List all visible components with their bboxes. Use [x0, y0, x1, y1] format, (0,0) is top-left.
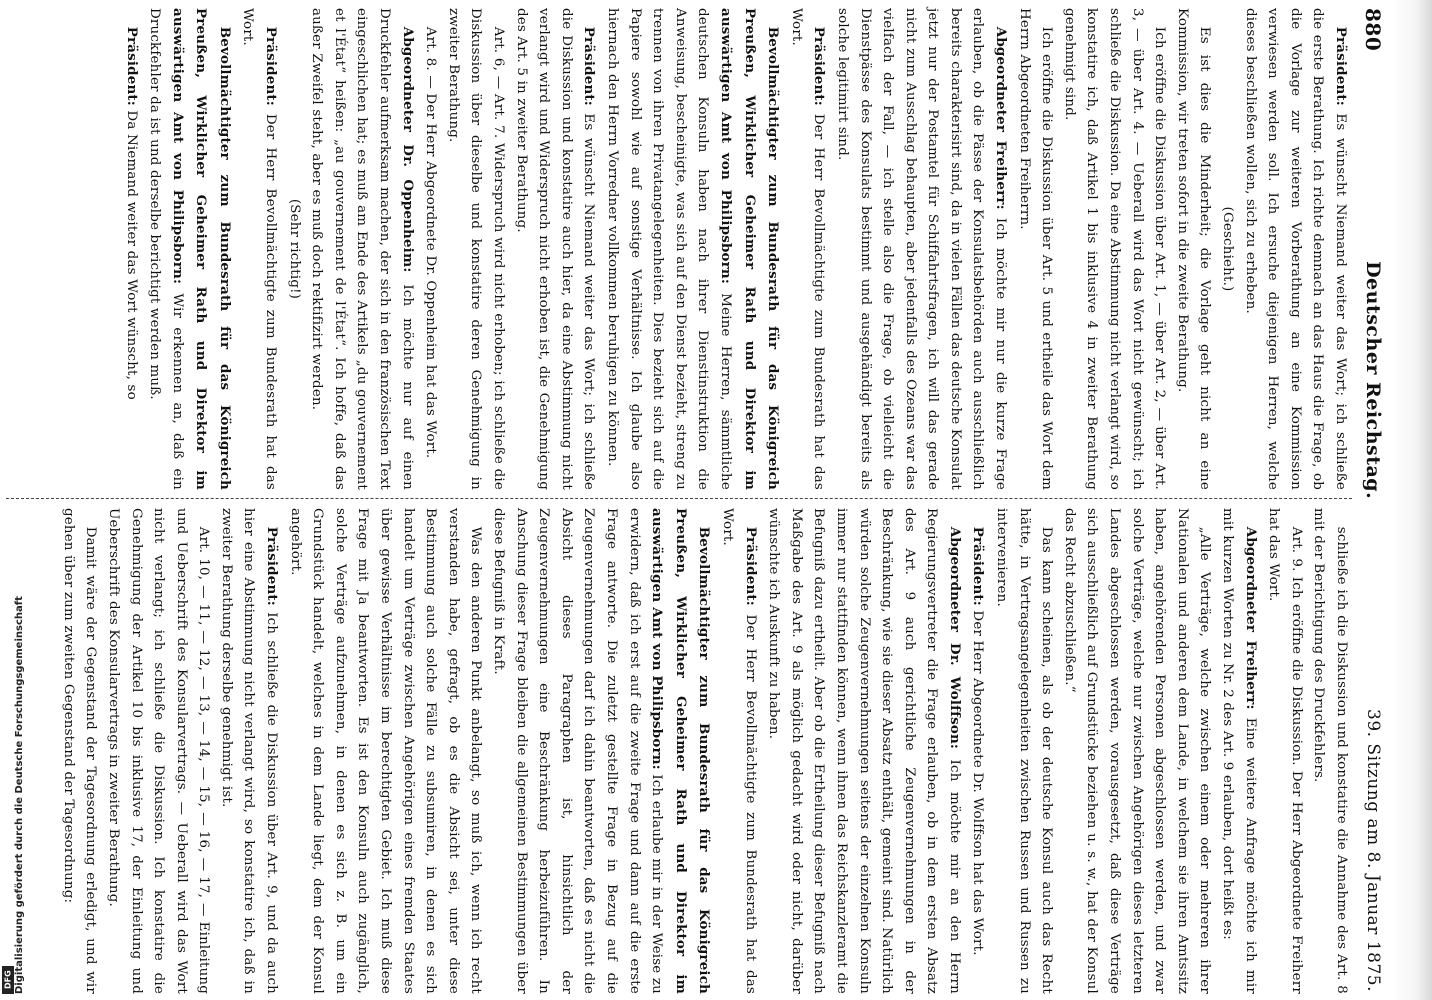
paragraph: [715, 508, 761, 994]
paragraph-text: Der Herr Bevollmächtigte zum Bundesrath hat das Wort.: [240, 8, 279, 490]
paragraph-text: Der Herr Bevollmächtigte zum Bundesrath hat das Wort.: [788, 8, 827, 490]
paragraph: [214, 508, 283, 994]
paragraph: [1170, 8, 1215, 490]
paragraph: [509, 8, 600, 490]
paragraph: [143, 8, 236, 490]
paragraph-text: Damit wäre der Gegenstand der Tagesordnung erledigt, und wir gehen über zum zweiten Gegenstand der Tagesordnung:: [60, 508, 99, 994]
speaker-name: Präsident:: [970, 526, 987, 606]
paragraph: [990, 508, 1058, 994]
speaker-name: Abgeordneter Freiherr:: [1242, 526, 1259, 710]
paragraph: [1057, 8, 1170, 490]
paragraph: [1215, 508, 1261, 994]
speaker-name: Präsident:: [264, 526, 281, 606]
scan-edge-shadow: [1392, 0, 1432, 1000]
paragraph: [1012, 8, 1057, 490]
paragraph: [283, 508, 486, 994]
paragraph-text: Art. 6, — Art. 7. Widerspruch wird nicht erhoben; ich schließe die Diskussion über dieselbe und konstatire deren Genehmigung in zweiter Berathung.: [445, 8, 507, 490]
quoted-passage: „Alle Verträge, welche zwischen einem oder mehreren ihrer Nationalen und anderen dem Lande, in welchem sie ihren Amtssitz haben, angehörenden Personen abgeschlossen werden, und zwar solche Verträge, welche nur zwischen Angehörigen dieses letzteren Landes abgeschlossen werden, vorausgesetzt, daß diese Verträge sich ausschließlich auf Grundstücke beziehen u. s. w., hat der Konsul das Recht abzuschließen.“: [1061, 508, 1213, 994]
speaker-name: Präsident:: [742, 526, 759, 606]
paragraph: [1238, 8, 1352, 490]
session-date: 39. Sitzung am 8. Januar 1875.: [1363, 709, 1383, 992]
speaker-name: Bevollmächtigter zum Bundesrath für das Königreich Preußen, Wirklicher Geheimer Rath und Direktor im auswärtigen Amt von Philipsborn:: [717, 8, 782, 490]
page-number: 880: [1361, 8, 1385, 52]
paragraph-text: Der Herr Bevollmächtigte zum Bundesrath hat das Wort.: [719, 508, 758, 994]
paragraph-text: Ich möchte mir nur die kurze Frage erlauben, ob die Pässe der Konsulatsbehörden auch ausschließlich bereits charakterisirt sind, da in vielen Fällen das deutsche Konsulat jetzt nur der Postamtel für Schiffahrtsfragen, ich will das gerade nicht zum Ausschlag behaupten, aber jedenfalls des Ozeans war das vielfach der Fall, — ich stelle also die Frage, ob vielleicht die Dienstpässe des Konsulats bestimmt und ausgehändigt bereits als solche legitimirt sind.: [834, 8, 1009, 490]
paragraph-text: Art. 8. — Der Herr Abgeordnete Dr. Oppenheim hat das Wort.: [423, 26, 439, 459]
paragraph-text: Das kann scheinen, als ob der deutsche Konsul auch das Recht hätte, in Vertragsangelegenheiten zwischen Russen und Russen zu intervenieren.: [994, 508, 1055, 994]
paragraph: [1262, 508, 1307, 994]
paragraph-text: Ich eröffne die Diskussion über Art. 5 und ertheile das Wort dem Herrn Abgeordneten Freiherrn.: [1016, 8, 1055, 490]
paragraph-text: schließe ich die Diskussion und konstatire die Annahme des Art. 8 mit der Berichtigung des Druckfehlers.: [1311, 508, 1349, 994]
paragraph: [762, 508, 966, 994]
speaker-name: Bevollmächtigter zum Bundesrath für das Königreich Preußen, Wirklicher Geheimer Rath und Direktor im auswärtigen Amt von Philipsborn:: [169, 8, 233, 490]
paragraph: [441, 8, 509, 490]
speaker-name: Bevollmächtigter zum Bundesrath für das Königreich Preußen, Wirklicher Geheimer Rath und Direktor im auswärtigen Amt von Philipsborn:: [649, 508, 713, 994]
paragraph: [600, 8, 784, 490]
speaker-name: Präsident:: [123, 26, 140, 106]
right-text-column: [10, 508, 1352, 994]
speaker-name: Präsident:: [581, 26, 598, 106]
speaker-name: Abgeordneter Dr. Wolffson:: [946, 526, 963, 750]
publication-title: Deutscher Reichstag.: [1362, 261, 1384, 500]
paragraph-text: Es ist dies die Minderheit; die Vorlage geht nicht an eine Kommission, wir treten sofort in die zweite Berathung.: [1174, 8, 1213, 490]
paragraph-text: Ich eröffne die Diskussion über Art. 1, — über Art. 2, — über Art. 3, — über Art. 4. — Ueberall wird das Wort nicht gewünscht; ich schließe die Diskussion. Da eine Abstimmung nicht verlangt wird, so konstatire ich, daß Artikel 1 bis inklusive 4 in zweiter Berathung genehmigt sind.: [1061, 8, 1168, 490]
paragraph-text: Es wünscht Niemand weiter das Wort; ich schließe die Diskussion und konstatire auch hier, da eine Abstimmung nicht verlangt wird und Widerspruch nicht erhoben ist, die Genehmigung des Art. 5 in zweiter Berathung.: [513, 8, 597, 490]
paragraph-text: Meine Herren, sämmtliche deutschen Konsuln haben nach ihrer Dienstinstruktion die Anweisung, bescheinigte, was sich auf den Dienst bezieht, streng zu trennen von ihren Privatangelegenheiten. Dies bezieht sich auf die Papiere sowohl wie auf sonstige Verhältnisse. Ich glaube also hiernach den Herrn Vorredner vollkommen beruhigen zu können.: [605, 8, 733, 490]
paragraph: [305, 8, 419, 490]
page-header: [1356, 8, 1390, 992]
stage-direction: (Geschieht.): [1220, 206, 1236, 292]
speaker-name: Präsident:: [811, 26, 828, 106]
digitization-stamp: [0, 0, 25, 1000]
paragraph: [236, 8, 282, 490]
paragraph: [419, 8, 442, 490]
speaker-name: Abgeordneter Freiherr:: [993, 26, 1010, 210]
paragraph-text: Art. 9. Ich eröffne die Diskussion. Der Herr Abgeordnete Freiherr hat das Wort.: [1266, 508, 1304, 994]
paragraph-text: Ich möchte mir an den Herrn Regierungsvertreter die Frage erlauben, ob in dem ersten Absatz des Art. 9 auch gerichtliche Zeugenvernehmungen in der Beschränkung, wie sie dieser Absatz enthält, gemeint sind. Natürlich würden solche Zeugenvernehmungen seitens der einzelnen Konsuln immer nur stattfinden können, wenn ihnen das Reichskanzleramt die Befugniß dazu ertheilt. Aber ob die Ertheilung dieser Befugniß nach Maßgabe des Art. 9 als möglich gedacht wird oder nicht, darüber wünschte ich Auskunft zu haben.: [766, 508, 962, 994]
paragraph-text: Ich erlaube mir in der Weise zu erwidern, daß ich erst auf die zweite Frage und dann auf die erste Frage antworte. Die zuletzt gestellte Frage in Bezug auf die Zeugenvernehmungen darf ich dahin beantworten, daß es nicht die Absicht dieses Paragraphen ist, hinsichtlich der Zeugenvernehmungen eine Beschränkung herbeizuführen. In Anschung dieser Frage bleiben die allgemeinen Bestimmungen über diese Befugniß in Kraft.: [491, 508, 665, 994]
paragraph: [784, 8, 830, 490]
speaker-name: Abgeordneter Dr. Oppenheim:: [399, 26, 416, 273]
speaker-name: Präsident:: [1333, 26, 1349, 106]
paragraph-text: Eine weitere Anfrage möchte ich mir mit kurzen Worten zu Nr. 2 des Art. 9 erlauben, dort heißt es:: [1220, 508, 1258, 994]
paragraph: [56, 508, 101, 994]
paragraph-text: Was den anderen Punkt anbelangt, so muß ich, wenn ich recht verstanden habe, gefragt, ob es die Absicht sei, unter diese Bestimmung auch solche Fälle zu subsumiren, in denen es sich handelt um Verträge zwischen Angehörigen eines fremden Staates über gewisse Verhältnisse im berechtigten Gebiet. Ich muß diese Frage mit Ja beantworten. Es ist den Konsuln auch zugänglich, solche Verträge aufzunehmen, in denen es sich z. B. um ein Grundstück handelt, welches in dem Lande liegt, dem der Konsul angehört.: [287, 508, 484, 994]
paragraph-text: Der Herr Abgeordnete Dr. Wolffson hat das Wort.: [970, 610, 986, 956]
left-text-column: [10, 8, 1352, 490]
paragraph-text: Es wünscht Niemand weiter das Wort; ich schließe die erste Berathung. Ich richte demnach an das Haus die Frage, ob die Vorlage zur weiteren Vorberathung an eine Kommission verwiesen werden soll. Ich ersuche diejenigen Herren, welche dieses beschließen wollen, sich zu erheben.: [1242, 8, 1348, 490]
column-divider: [6, 498, 1352, 499]
speaker-name: Präsident:: [263, 26, 280, 106]
paragraph-text: Art. 10, — 11, — 12, — 13, — 14, — 15, — 16, — 17, — Einleitung und Ueberschrift des Konsularvertrags. — Ueberall wird das Wort nicht verlangt; ich schließe die Diskussion. Ich konstatire die Genehmigung der Artikel 10 bis inklusive 17, der Einleitung und Ueberschrift des Konsularvertrags in zweiter Berathung.: [105, 508, 212, 994]
digitization-credit: Digitalisierung gefördert durch die Deutsche Forschungsgemeinschaft: [14, 596, 25, 994]
dfg-logo: DFG: [2, 966, 14, 994]
paragraph: [1307, 508, 1352, 994]
paragraph-text: Ich möchte nur auf einen Druckfehler aufmerksam machen, der sich in den französischen Text eingeschlichen hat; es muß am Ende des Artikels „du gouvernement et l'État“ heißen: „au gouvernement de l'État“. Ich hoffe, daß das außer Zweifel steht, aber es muß doch rektifizirt werden.: [309, 8, 415, 490]
paragraph: [830, 8, 1012, 490]
paragraph: [119, 8, 143, 490]
stage-direction: (Sehr richtig!): [286, 198, 302, 300]
paragraph: [486, 508, 715, 994]
paragraph: [101, 508, 214, 994]
paragraph-text: Ich schließe die Diskussion über Art. 9, und da auch hier eine Abstimmung nicht verlangt wird, so konstatire ich, daß in zweiter Berathung derselbe genehmigt ist.: [218, 508, 280, 994]
paragraph-text: Da Niemand weiter das Wort wünscht, so: [123, 110, 139, 400]
paragraph-text: Wir erkennen an, daß ein Druckfehler da ist und derselbe berichtigt werden muß.: [147, 8, 185, 490]
paragraph: [966, 508, 990, 994]
